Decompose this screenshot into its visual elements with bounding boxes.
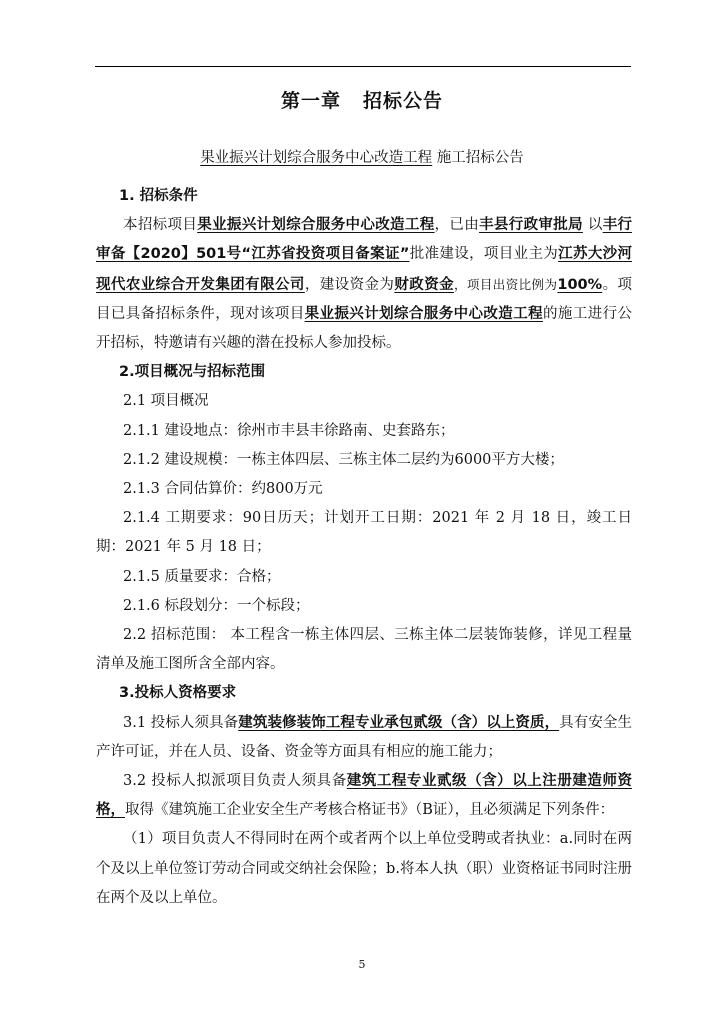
quality-requirement: 2.1.5 质量要求：合格；: [123, 568, 281, 585]
owner-name: 江苏大沙河现代农业综合开发集团有限公司: [96, 246, 633, 293]
text-run: 的施工进行公开招标，特邀请有兴趣的潜在投标人参加投标。: [96, 305, 633, 352]
text-run: 。项目已具备招标条件，现对该项目: [96, 276, 633, 322]
approver-name: 丰县行政审批局: [479, 217, 583, 234]
required-certification: 建筑工程专业贰级（含）以上注册建造师资格，: [96, 773, 632, 819]
estimated-price: 2.1.3 合同估算价：约800万元: [123, 481, 323, 498]
header-rule: [95, 66, 631, 67]
lot-division: 2.1.6 标段划分：一个标段；: [123, 597, 310, 614]
chapter-title: [0, 86, 724, 113]
required-qualification: 建筑装修装饰工程专业承包贰级（含）以上资质，: [238, 714, 560, 731]
text-run: 取得《建筑施工企业安全生产考核合格证书》（B证），且必须满足下列条件：: [125, 802, 615, 819]
text-run: 以: [587, 217, 603, 234]
project-overview: 2.1 项目概况: [123, 393, 209, 410]
qualification-3-2: [96, 767, 632, 825]
section-1-heading: 1. 招标条件: [119, 188, 198, 204]
construction-scale: 2.1.2 建设规模：一栋主体四层、三栋主体二层约为6000平方大楼；: [123, 451, 564, 468]
page-number: 5: [358, 958, 366, 971]
text-run: 具有安全生产许可证，并在人员、设备、资金等方面具有相应的施工能力；: [96, 714, 633, 760]
funding-ratio: 100%: [557, 276, 603, 293]
text-run: 批准建设，项目业主为: [409, 246, 559, 263]
section-2-heading: 2.项目概况与招标范围: [119, 364, 266, 381]
project-name-repeat: 果业振兴计划综合服务中心改造工程: [304, 305, 544, 322]
text-run: 3.1 投标人须具备: [123, 714, 239, 731]
approval-number: 丰行审备【2020】501号“江苏省投资项目备案证”: [96, 217, 633, 263]
project-name: 果业振兴计划综合服务中心改造工程: [197, 217, 435, 234]
section-3-heading: 3.投标人资格要求: [119, 685, 237, 702]
tender-scope: 2.2 招标范围： 本工程含一栋主体四层、三栋主体二层装饰装修，详见工程量清单及施工图所含全部内容。: [96, 627, 632, 673]
subtitle-project-name: 果业振兴计划综合服务中心改造工程: [200, 150, 433, 166]
section-1-paragraph: [96, 211, 632, 358]
text-run: 本招标项目: [123, 217, 198, 234]
text-run: ，项目出资比例为: [454, 276, 558, 292]
construction-site: 2.1.1 建设地点：徐州市丰县丰徐路南、史套路东；: [123, 422, 455, 439]
fund-source: 财政资金: [394, 276, 455, 293]
subtitle-suffix: 施工招标公告: [436, 150, 524, 166]
document-body: [96, 182, 632, 913]
qualification-condition-1: （1）项目负责人不得同时在两个或者两个以上单位受聘或者执业：a.同时在两个及以上单位签订劳动合同或交纳社会保险；b.将本人执（职）业资格证书同时注册在两个及以上单位。: [96, 831, 632, 906]
qualification-3-1: [96, 709, 632, 767]
text-run: ，已由: [434, 217, 480, 234]
text-run: ，建设资金为: [304, 276, 395, 293]
text-run: 3.2 投标人拟派项目负责人须具备: [123, 773, 347, 790]
chapter-label: 第一章: [280, 90, 341, 112]
schedule-requirement: 2.1.4 工期要求：90日历天；计划开工日期：2021 年 2 月 18 日，竣工日期：2021 年 5 月 18 日；: [96, 510, 632, 556]
announcement-subtitle: [0, 146, 724, 167]
chapter-name: 招标公告: [363, 90, 444, 112]
